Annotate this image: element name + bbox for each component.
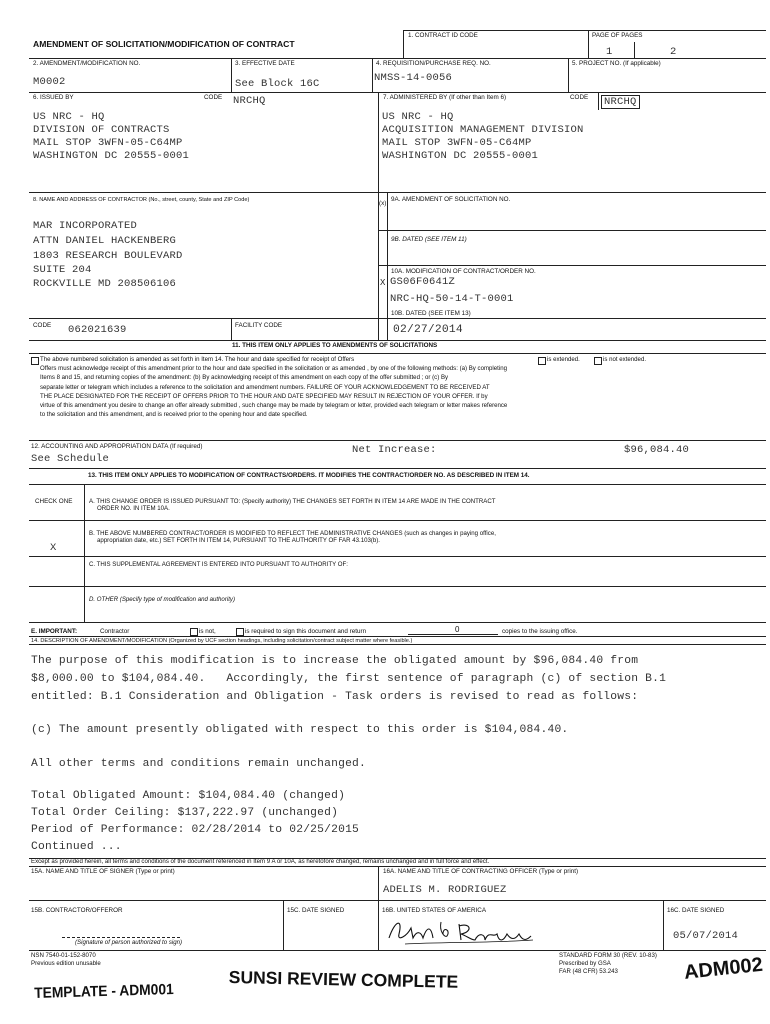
- important-contractor: Contractor: [100, 628, 130, 635]
- is-extended-checkbox[interactable]: [538, 357, 546, 365]
- signer-label: 15A. NAME AND TITLE OF SIGNER (Type or print): [31, 868, 175, 875]
- contracting-officer-label: 16A. NAME AND TITLE OF CONTRACTING OFFICER (Type or print): [383, 868, 579, 875]
- form-title: AMENDMENT OF SOLICITATION/MODIFICATION OF CONTRACT: [33, 39, 295, 49]
- administered-by-line-1: US NRC - HQ: [382, 111, 454, 123]
- sunsi-review-stamp: SUNSI REVIEW COMPLETE: [228, 967, 459, 992]
- item13-b-mark: X: [50, 542, 57, 554]
- item13-b-line-2: appropriation date, etc.) SET FORTH IN ITEM 14, PURSUANT TO THE AUTHORITY OF FAR 43.103(b).: [97, 537, 380, 544]
- copies-to-label: copies to the issuing office.: [502, 628, 578, 635]
- contractor-line-4: SUITE 204: [33, 264, 92, 276]
- issued-by-code: NRCHQ: [233, 95, 266, 107]
- description-line-12: Continued ...: [31, 841, 122, 853]
- page-of-pages-label: PAGE OF PAGES: [592, 32, 643, 39]
- item11-line-4: separate letter or telegram which includes a reference to the solicitation and amendment numbers. FAILURE OF YOUR ACKNOWLEDGEMENT TO BE RECEIVED AT: [40, 384, 490, 391]
- contract-no-1: GS06F0641Z: [390, 276, 456, 288]
- previous-edition-label: Previous edition unusable: [31, 960, 101, 967]
- pages-count: 2: [670, 46, 677, 58]
- is-required-label: is required to sign this document and return: [245, 628, 367, 635]
- amendment-no-label: 2. AMENDMENT/MODIFICATION NO.: [33, 60, 141, 67]
- standard-form-label: STANDARD FORM 30 (REV. 10-83): [559, 952, 657, 959]
- contractor-line-5: ROCKVILLE MD 208506106: [33, 278, 177, 290]
- description-line-7: All other terms and conditions remain unchanged.: [31, 758, 367, 770]
- description-line-1: The purpose of this modification is to increase the obligated amount by $96,084.40 from: [31, 655, 639, 667]
- contracting-officer-name: ADELIS M. RODRIGUEZ: [383, 884, 507, 896]
- item13-a-line-2: ORDER NO. IN ITEM 10A.: [97, 505, 170, 512]
- adm-stamp: ADM002: [683, 953, 764, 984]
- template-stamp: TEMPLATE - ADM001: [34, 981, 174, 1002]
- block10-mark: X: [380, 278, 386, 287]
- issued-by-line-2: DIVISION OF CONTRACTS: [33, 124, 170, 136]
- item13-b-line-1: B. THE ABOVE NUMBERED CONTRACT/ORDER IS MODIFIED TO REFLECT THE ADMINISTRATIVE CHANGES (such as changes in paying office,: [89, 530, 496, 537]
- item11-line-3: Items 8 and 15, and returning copies of the amendment: (b) By acknowledging receipt of this amendment on each copy of the offer submitted ; or (c) By: [40, 374, 449, 381]
- contractor-code-label: CODE: [33, 322, 52, 329]
- project-no-label: 5. PROJECT NO. (If applicable): [572, 60, 661, 67]
- is-not-extended-label: is not extended.: [603, 356, 647, 363]
- far-label: FAR (48 CFR) 53.243: [559, 968, 618, 975]
- dated-10b-label: 10B. DATED (SEE ITEM 13): [391, 310, 471, 317]
- description-line-2: $8,000.00 to $104,084.40. Accordingly, the first sentence of paragraph (c) of section B.1: [31, 673, 667, 685]
- net-increase-value: $96,084.40: [624, 444, 690, 456]
- facility-code-label: FACILITY CODE: [235, 322, 283, 329]
- important-label: E. IMPORTANT:: [31, 628, 78, 635]
- date-signed-15c-label: 15C. DATE SIGNED: [287, 907, 345, 914]
- copies-count: 0: [455, 625, 460, 634]
- amendment-no-value: M0002: [33, 76, 66, 88]
- dated-10b-value: 02/27/2014: [393, 324, 463, 336]
- accounting-value: See Schedule: [31, 453, 110, 465]
- description-line-3: entitled: B.1 Consideration and Obligation - Task orders is revised to read as follows:: [31, 691, 639, 703]
- item13-d-line: D. OTHER (Specify type of modification and authority): [89, 596, 235, 603]
- item11-line-2: Offers must acknowledge receipt of this amendment prior to the hour and date specified in the solicitation or as amended , by one of the following methods: (a) By completing: [40, 365, 507, 372]
- amendment-of-solicitation-label: 9A. AMENDMENT OF SOLICITATION NO.: [391, 196, 511, 203]
- is-not-extended-checkbox[interactable]: [594, 357, 602, 365]
- administered-by-label: 7. ADMINISTERED BY (If other than Item 6): [383, 94, 507, 101]
- page-number: 1: [606, 46, 613, 58]
- issued-by-line-3: MAIL STOP 3WFN-05-C64MP: [33, 137, 183, 149]
- except-line: Except as provided herein, all terms and conditions of the document referenced in Item 9 A or 10A, as heretofore changed, remains unchanged and in full force and effect.: [31, 858, 490, 865]
- contractor-label: 8. NAME AND ADDRESS OF CONTRACTOR (No., street, county, State and ZIP Code): [33, 197, 250, 203]
- effective-date-value: See Block 16C: [235, 78, 320, 90]
- contract-no-2: NRC-HQ-50-14-T-0001: [390, 293, 514, 305]
- administered-by-line-4: WASHINGTON DC 20555-0001: [382, 150, 539, 162]
- item13-a-line-1: A. THIS CHANGE ORDER IS ISSUED PURSUANT TO: (Specify authority) THE CHANGES SET FORTH IN ITEM 14 ARE MADE IN THE CONTRACT: [89, 498, 496, 505]
- administered-by-code: NRCHQ: [601, 95, 640, 109]
- item11-line-1: The above numbered solicitation is amended as set forth in Item 14. The hour and date specified for receipt of Offers: [40, 356, 355, 363]
- is-not-label: is not,: [199, 628, 216, 635]
- is-required-checkbox[interactable]: [236, 628, 244, 636]
- description-line-11: Period of Performance: 02/28/2014 to 02/25/2015: [31, 824, 360, 836]
- is-extended-label: is extended.: [547, 356, 580, 363]
- description-line-5: (c) The amount presently obligated with respect to this order is $104,084.40.: [31, 724, 569, 736]
- nsn-label: NSN 7540-01-152-8070: [31, 952, 96, 959]
- effective-date-label: 3. EFFECTIVE DATE: [235, 60, 295, 67]
- administered-by-line-2: ACQUISITION MANAGEMENT DIVISION: [382, 124, 584, 136]
- item11-line-5: THE PLACE DESIGNATED FOR THE RECEIPT OF OFFERS PRIOR TO THE HOUR AND DATE SPECIFIED MAY RESULT IN REJECTION OF YOUR OFFER. If by: [40, 393, 488, 400]
- contractor-line-2: ATTN DANIEL HACKENBERG: [33, 235, 177, 247]
- signature-caption: (Signature of person authorized to sign): [75, 939, 183, 946]
- contract-id-code-label: 1. CONTRACT ID CODE: [408, 32, 478, 39]
- description-line-10: Total Order Ceiling: $137,222.97 (unchanged): [31, 807, 339, 819]
- block9-mark: (x): [379, 200, 387, 207]
- contractor-code: 062021639: [68, 324, 127, 336]
- contractor-line-3: 1803 RESEARCH BOULEVARD: [33, 250, 183, 262]
- date-signed-16c-value: 05/07/2014: [673, 930, 739, 942]
- item11-title: 11. THIS ITEM ONLY APPLIES TO AMENDMENTS OF SOLICITATIONS: [232, 342, 438, 349]
- item11-line-7: to the solicitation and this amendment, and is received prior to the opening hour and date specified.: [40, 411, 308, 418]
- issued-by-line-4: WASHINGTON DC 20555-0001: [33, 150, 190, 162]
- accounting-label: 12. ACCOUNTING AND APPROPRIATION DATA (If required): [31, 443, 203, 450]
- united-states-label: 16B. UNITED STATES OF AMERICA: [382, 907, 487, 914]
- net-increase-label: Net Increase:: [352, 444, 437, 456]
- requisition-label: 4. REQUISITION/PURCHASE REQ. NO.: [376, 60, 491, 67]
- description-label: 14. DESCRIPTION OF AMENDMENT/MODIFICATION (Organized by UCF section headings, including solicitation/contract subject matter where feasible.): [31, 638, 413, 644]
- date-signed-16c-label: 16C. DATE SIGNED: [667, 907, 725, 914]
- contracting-officer-signature: [381, 912, 551, 952]
- solicitation-amended-checkbox[interactable]: [31, 357, 39, 365]
- is-not-checkbox[interactable]: [190, 628, 198, 636]
- check-one-label: CHECK ONE: [35, 498, 73, 505]
- item11-line-6: virtue of this amendment you desire to change an offer already submitted , such change may be made by telegram or letter, provided each telegram or letter makes reference: [40, 402, 508, 409]
- item13-c-line: C. THIS SUPPLEMENTAL AGREEMENT IS ENTERED INTO PURSUANT TO AUTHORITY OF:: [89, 561, 348, 568]
- administered-by-code-label: CODE: [570, 94, 589, 101]
- issued-by-code-label: CODE: [204, 94, 223, 101]
- issued-by-line-1: US NRC - HQ: [33, 111, 105, 123]
- dated-9b-label: 9B. DATED (SEE ITEM 11): [391, 236, 467, 243]
- contractor-offeror-label: 15B. CONTRACTOR/OFFEROR: [31, 907, 123, 914]
- item13-title: 13. THIS ITEM ONLY APPLIES TO MODIFICATION OF CONTRACTS/ORDERS. IT MODIFIES THE CONTRACT/ORDER NO. AS DESCRIBED IN ITEM 14.: [88, 472, 530, 479]
- contractor-line-1: MAR INCORPORATED: [33, 220, 138, 232]
- modification-of-contract-label: 10A. MODIFICATION OF CONTRACT/ORDER NO.: [391, 268, 536, 275]
- prescribed-label: Prescribed by GSA: [559, 960, 611, 967]
- description-line-9: Total Obligated Amount: $104,084.40 (changed): [31, 790, 346, 802]
- administered-by-line-3: MAIL STOP 3WFN-05-C64MP: [382, 137, 532, 149]
- requisition-value: NMSS-14-0056: [374, 72, 453, 84]
- issued-by-label: 6. ISSUED BY: [33, 94, 74, 101]
